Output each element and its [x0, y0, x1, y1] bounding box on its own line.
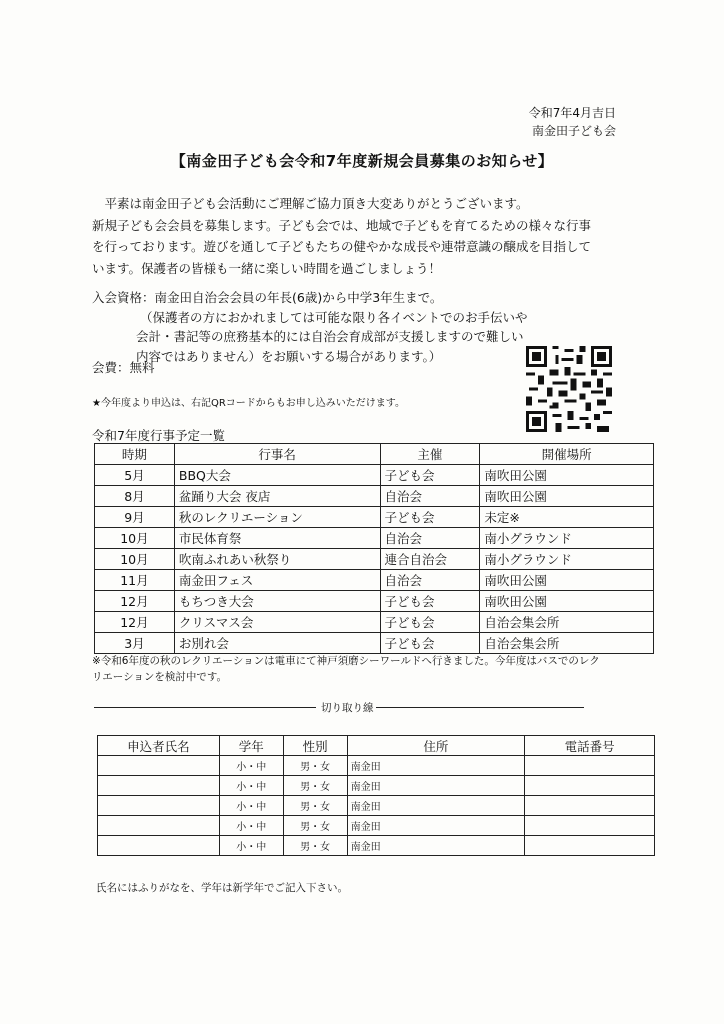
event-month: 11月: [95, 570, 175, 591]
phone-field[interactable]: [525, 776, 655, 796]
event-month: 12月: [95, 612, 175, 633]
table-row: [95, 612, 654, 633]
schedule-title: 令和7年度行事予定一覧: [92, 428, 225, 443]
address-field[interactable]: 南金田: [347, 776, 525, 796]
cut-line-label: 切り取り線: [321, 702, 374, 714]
event-name: 盆踊り大会 夜店: [174, 486, 380, 507]
address-field[interactable]: 南金田: [347, 756, 525, 776]
grade-field[interactable]: 小・中: [219, 756, 283, 776]
event-host: 子ども会: [380, 591, 480, 612]
table-row: [98, 756, 655, 776]
issuer-organization: 南金田子ども会: [531, 124, 616, 138]
address-field[interactable]: 南金田: [347, 816, 525, 836]
event-venue: 未定※: [480, 507, 654, 528]
event-host: 自治会: [380, 528, 480, 549]
grade-field[interactable]: 小・中: [219, 796, 283, 816]
phone-field[interactable]: [525, 756, 655, 776]
intro-line: 新規子ども会会員を募集します。子ども会では、地域で子どもを育てるための様々な行事: [92, 217, 592, 233]
issue-date: 令和7年4月吉日: [528, 106, 616, 120]
grade-field[interactable]: 小・中: [219, 836, 283, 856]
column-header: 開催場所: [480, 444, 654, 465]
event-name: クリスマス会: [174, 612, 380, 633]
gender-field[interactable]: 男・女: [283, 756, 347, 776]
membership-fee: 会費：無料: [92, 360, 155, 375]
applicant-name-field[interactable]: [98, 796, 220, 816]
event-name: 秋のレクリエーション: [174, 507, 380, 528]
event-venue: 南吹田公園: [480, 591, 654, 612]
table-header-row: [98, 736, 655, 756]
cut-line-left: [94, 707, 316, 708]
grade-field[interactable]: 小・中: [219, 776, 283, 796]
event-month: 3月: [95, 633, 175, 654]
column-header: 住所: [347, 736, 525, 756]
event-venue: 自治会集会所: [480, 633, 654, 654]
phone-field[interactable]: [525, 836, 655, 856]
event-venue: 南吹田公園: [480, 465, 654, 486]
column-header: 学年: [219, 736, 283, 756]
table-row: [98, 776, 655, 796]
table-row: [98, 836, 655, 856]
event-month: 9月: [95, 507, 175, 528]
intro-paragraph: [92, 193, 652, 279]
gender-field[interactable]: 男・女: [283, 836, 347, 856]
table-row: [95, 570, 654, 591]
event-venue: 南吹田公園: [480, 570, 654, 591]
intro-line: います。保護者の皆様も一緒に楽しい時間を過ごしましょう！: [92, 260, 442, 276]
intro-line: 平素は南金田子ども会活動にご理解ご協力頂き大変ありがとうございます。: [92, 196, 529, 211]
applicant-name-field[interactable]: [98, 756, 220, 776]
event-host: 自治会: [380, 486, 480, 507]
intro-line: を行っております。遊びを通して子どもたちの健やかな成長や連帯意識の醸成を目指して: [92, 239, 592, 254]
gender-field[interactable]: 男・女: [283, 816, 347, 836]
column-header: 時期: [95, 444, 175, 465]
applicant-name-field[interactable]: [98, 816, 220, 836]
event-host: 子ども会: [380, 612, 480, 633]
cut-line: [94, 700, 584, 714]
table-row: [98, 796, 655, 816]
qualification-line: 内容ではありません）をお願いする場合があります。）: [136, 348, 442, 364]
table-row: [95, 591, 654, 612]
event-venue: 南小グラウンド: [480, 528, 654, 549]
table-header-row: [95, 444, 654, 465]
event-name: 南金田フェス: [174, 570, 380, 591]
event-month: 8月: [95, 486, 175, 507]
event-host: 自治会: [380, 570, 480, 591]
applicant-name-field[interactable]: [98, 836, 220, 856]
qualification-line: 入会資格：南金田自治会会員の年長(6歳)から中学3年生まで。: [92, 290, 443, 305]
gender-field[interactable]: 男・女: [283, 776, 347, 796]
application-form-table: [97, 735, 655, 856]
event-name: もちつき大会: [174, 591, 380, 612]
table-row: [95, 549, 654, 570]
address-field[interactable]: 南金田: [347, 836, 525, 856]
event-name: 吹南ふれあい秋祭り: [174, 549, 380, 570]
grade-field[interactable]: 小・中: [219, 816, 283, 836]
event-month: 10月: [95, 528, 175, 549]
schedule-note-line: ※令和6年度の秋のレクリエーションは電車にて神戸須磨シーワールドへ行きました。今年度はバスでのレク: [92, 655, 600, 667]
qr-note: ★今年度より申込は、右記QRコードからもお申し込みいただけます。: [92, 398, 405, 409]
table-row: [98, 816, 655, 836]
event-host: 子ども会: [380, 633, 480, 654]
qr-code-icon[interactable]: [526, 346, 612, 432]
event-venue: 自治会集会所: [480, 612, 654, 633]
column-header: 電話番号: [525, 736, 655, 756]
column-header: 性別: [283, 736, 347, 756]
applicant-name-field[interactable]: [98, 776, 220, 796]
form-instructions: 氏名にはふりがなを、学年は新学年でご記入下さい。: [96, 882, 348, 894]
schedule-note-line: リエーションを検討中です。: [92, 671, 228, 683]
event-host: 子ども会: [380, 465, 480, 486]
phone-field[interactable]: [525, 816, 655, 836]
event-venue: 南吹田公園: [480, 486, 654, 507]
document-title: 【南金田子ども会令和7年度新規会員募集のお知らせ】: [170, 152, 554, 170]
event-schedule-table: [94, 443, 654, 654]
table-row: [95, 486, 654, 507]
table-row: [95, 528, 654, 549]
table-row: [95, 507, 654, 528]
event-name: お別れ会: [174, 633, 380, 654]
column-header: 行事名: [174, 444, 380, 465]
qualification-line: （保護者の方におかれましては可能な限り各イベントでのお手伝いや: [140, 309, 528, 325]
event-month: 10月: [95, 549, 175, 570]
event-name: 市民体育祭: [174, 528, 380, 549]
table-row: [95, 465, 654, 486]
schedule-note: [92, 653, 692, 685]
cut-line-right: [374, 707, 584, 708]
gender-field[interactable]: 男・女: [283, 796, 347, 816]
qualification-line: 会計・書記等の庶務基本的には自治会育成部が支援しますので難しい: [136, 329, 524, 344]
address-field[interactable]: 南金田: [347, 796, 525, 816]
event-venue: 南小グラウンド: [480, 549, 654, 570]
event-host: 子ども会: [380, 507, 480, 528]
event-name: BBQ大会: [174, 465, 380, 486]
event-host: 連合自治会: [380, 549, 480, 570]
table-row: [95, 633, 654, 654]
qualification-section: [92, 288, 528, 366]
event-month: 12月: [95, 591, 175, 612]
event-month: 5月: [95, 465, 175, 486]
column-header: 主催: [380, 444, 480, 465]
phone-field[interactable]: [525, 796, 655, 816]
column-header: 申込者氏名: [98, 736, 220, 756]
